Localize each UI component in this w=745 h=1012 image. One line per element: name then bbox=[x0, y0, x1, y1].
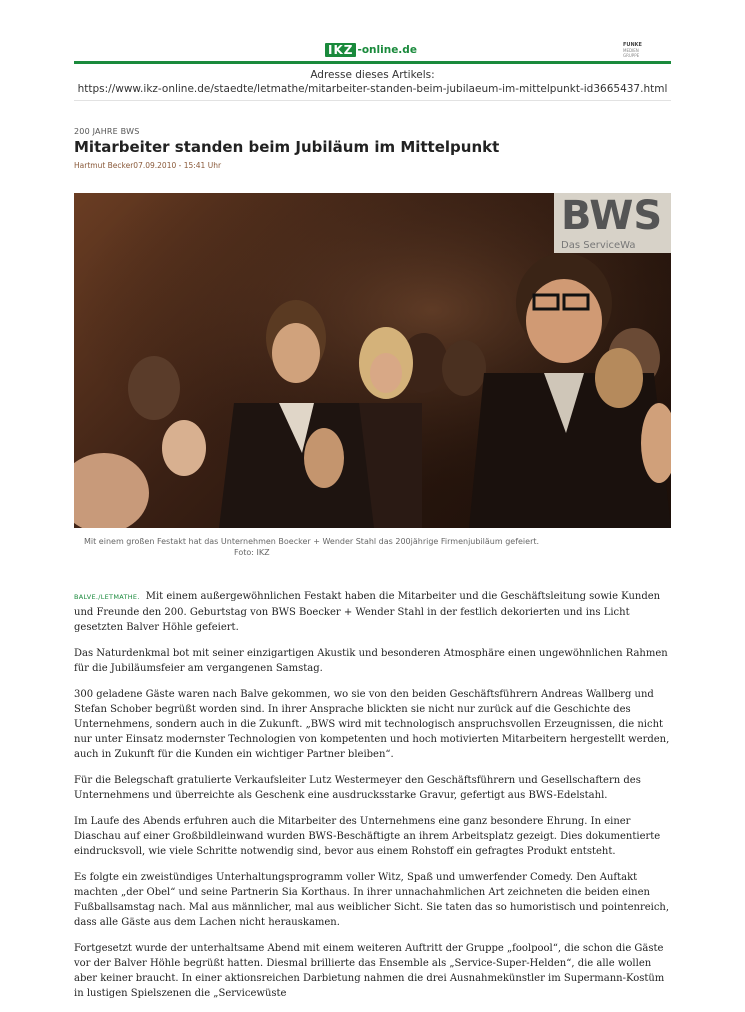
funke-brand: FUNKE bbox=[623, 42, 642, 48]
address-divider bbox=[74, 100, 671, 101]
article-byline: Hartmut Becker07.09.2010 - 15:41 Uhr bbox=[74, 161, 222, 170]
article-address bbox=[74, 68, 671, 96]
photo-illustration bbox=[74, 193, 671, 528]
article-body bbox=[74, 589, 671, 1012]
address-label: Adresse dieses Artikels: bbox=[310, 69, 435, 81]
article-paragraph: BALVE./LETMATHE. Mit einem außergewöhnlichen Festakt haben die Mitarbeiter und die Geschäftsleitung sowie Kunden und Freunde den 200. Geburtstag von BWS Boecker + Wender Stahl in der festlich dekorierten und ins Licht gesetzten Balver Höhle gefeiert. bbox=[74, 591, 661, 633]
article-paragraph: 300 geladene Gäste waren nach Balve gekommen, wo sie von den beiden Geschäftsführern Andreas Wallberg und Stefan Schober begrüßt worden sind. In ihrer Ansprache blickten sie nicht nur zurück auf die Geschichte des Unternehmens, sondern auch in die Zukunft. „BWS wird mit technologisch anspruchsvollen Erzeugnissen, die nicht nur unter Einsatz modernster Technologien von kompetenten und hoch motivierten Mitarbeitern hergestellt werden, auch in Zukunft für die Kunden ein wichtiger Partner bleiben“. bbox=[74, 689, 670, 760]
bws-sign-text: BWS bbox=[561, 193, 663, 239]
article-paragraph: Das Naturdenkmal bot mit seiner einzigartigen Akustik und besonderen Atmosphäre einen ungewöhnlichen Rahmen für die Jubiläumsfeier am vergangenen Samstag. bbox=[74, 648, 668, 674]
article-kicker: 200 JAHRE BWS bbox=[74, 127, 140, 136]
article-paragraph: Fortgesetzt wurde der unterhaltsame Abend mit einem weiteren Auftritt der Gruppe „foolpool“, die schon die Gäste vor der Balver Höhle begrüßt hatten. Diesmal brillierte das Ensemble als „Service-Super-Helden“, die alle wollen aber keiner braucht. In einer aktionsreichen Darbietung nahmen die drei Ausnahmekünstler im Supermann-Kostüm in lustigen Spielszenen die „Servicewüste bbox=[74, 943, 665, 999]
article-paragraph: Es folgte ein zweistündiges Unterhaltungsprogramm voller Witz, Spaß und umwerfender Comedy. Den Auftakt machten „der Obel“ und seine Partnerin Sia Korthaus. In ihrer unnachahmlichen Art zeichneten die beiden einen Fußballsamstag nach. Mal aus männlicher, mal aus weiblicher Sicht. Sie taten das so humoristisch und pointenreich, dass alle Gäste aus dem Lachen nicht herauskamen. bbox=[74, 872, 670, 928]
ikz-logo-mark: IKZ bbox=[325, 43, 356, 57]
caption-text: Mit einem großen Festakt hat das Unternehmen Boecker + Wender Stahl das 200jährige Firmenjubiläum gefeiert. bbox=[84, 537, 540, 546]
bws-sign-subtext: Das ServiceWa bbox=[561, 240, 636, 251]
article-paragraph: Für die Belegschaft gratulierte Verkaufsleiter Lutz Westermeyer den Geschäftsführern und Gesellschaftern des Unternehmens und überreichte als Geschenk eine ausdrucksstarke Gravur, gefertigt aus BWS-Edelstahl. bbox=[74, 775, 641, 801]
address-url: https://www.ikz-online.de/staedte/letmathe/mitarbeiter-standen-beim-jubilaeum-im-mittelpunkt-id3665437.html bbox=[77, 83, 668, 95]
photo-credit: Foto: IKZ bbox=[234, 548, 270, 557]
ikz-logo[interactable] bbox=[325, 42, 417, 58]
article-dateline: BALVE./LETMATHE. bbox=[74, 593, 140, 601]
article-photo bbox=[74, 193, 671, 528]
funke-sub: MEDIEN GRUPPE bbox=[623, 48, 640, 58]
photo-caption bbox=[74, 536, 671, 558]
article-headline: Mitarbeiter standen beim Jubiläum im Mittelpunkt bbox=[74, 138, 500, 156]
article-paragraph: Im Laufe des Abends erfuhren auch die Mitarbeiter des Unternehmens eine ganz besondere Ehrung. In einer Diaschau auf einer Großbildleinwand wurden BWS-Beschäftigte an ihrem Arbeitsplatz gezeigt. Dies dokumentierte eindrucksvoll, wie viele Schritte notwendig sind, bevor aus einem Rohstoff ein gefragtes Produkt entsteht. bbox=[74, 816, 661, 857]
header-rule bbox=[74, 61, 671, 64]
funke-logo bbox=[623, 43, 645, 58]
ikz-logo-domain: -online.de bbox=[357, 44, 417, 56]
